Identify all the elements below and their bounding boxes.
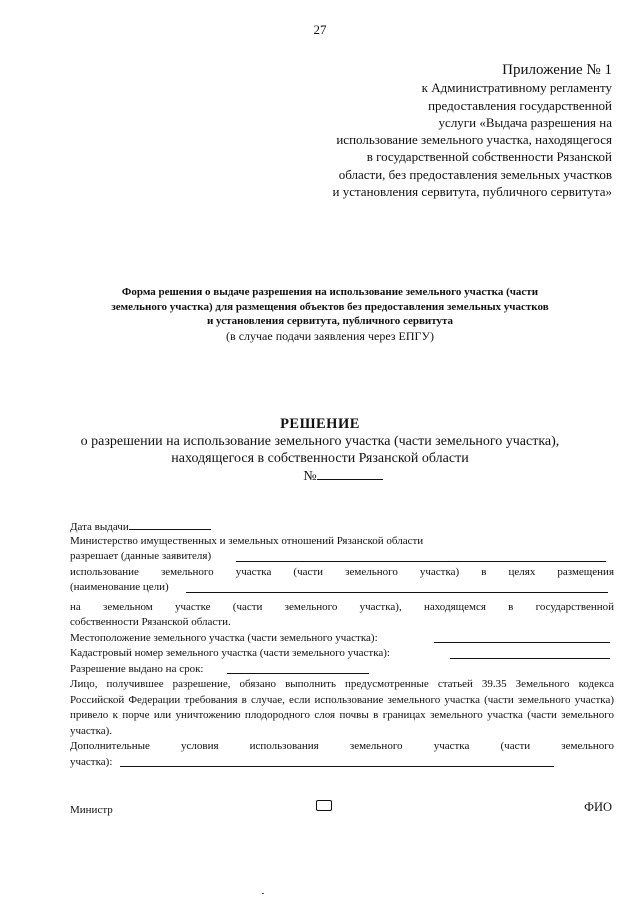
applicant-label: разрешает (данные заявителя) [70,550,212,562]
purpose-blank [186,592,608,593]
purpose-row [70,580,614,596]
location-label: Местоположение земельного участка (части земельного участка): [70,631,378,644]
form-subtitle: (в случае подачи заявления через ЕПГУ) [226,328,434,343]
obligation-text: Лицо, получившее разрешение, обязано выполнить предусмотренные статьей 39.35 Земельного кодекса Российской Федерации требования в случае, если использование земельного участка (части земельного участка) привело к порче или уничтожению плодородного слоя почвы в границах земельного участка (части земельного участка). [70,678,614,737]
scan-dot [262,893,264,894]
cadastral-label: Кадастровый номер земельного участка (части земельного участка): [70,647,390,659]
form-title [60,285,600,343]
appendix-line: предоставления государственной [428,97,612,113]
decision-line: о разрешении на использование земельного участка (части земельного участка), [80,434,560,449]
ownership-text: собственности Рязанской области. [70,616,231,628]
appendix-block [252,62,612,200]
appendix-line: и установления сервитута, публичного сервитута» [332,184,612,200]
decision-header [40,416,600,485]
signature-stamp-icon [316,800,332,811]
number-label: № [303,469,317,484]
appendix-line: в государственной собственности Рязанской [366,149,612,165]
decision-line: находящегося в собственности Рязанской области [171,451,469,466]
extra-end-row [70,755,614,771]
term-blank [227,673,369,674]
page-number: 27 [313,22,327,37]
extra-end-label: участка): [70,755,113,768]
issue-date-label: Дата выдачи [70,521,129,533]
signature-position: Министр [70,804,113,816]
term-row [70,662,614,678]
issue-date-row [70,518,614,534]
form-title-line: и установления сервитута, публичного сервитута [206,315,454,327]
appendix-line: к Административному регламенту [421,80,612,96]
purpose-label: (наименование цели) [70,581,169,593]
extra-blank [120,766,554,767]
appendix-line: использование земельного участка, находящегося [336,132,612,148]
appendix-line: области, без предоставления земельных участков [338,166,612,182]
number-blank [317,467,383,480]
issue-date-blank [129,518,211,530]
appendix-line: услуги «Выдача разрешения на [438,114,612,130]
applicant-row [70,549,614,565]
form-title-line: Форма решения о выдаче разрешения на использование земельного участка (части [121,286,539,298]
appendix-title: Приложение № 1 [502,62,612,78]
applicant-blank [236,561,606,562]
signature-name: ФИО [584,800,612,814]
ministry-row [70,534,614,550]
use-row [70,565,614,581]
obligation-row [70,677,614,739]
extra-row [70,739,614,755]
ministry-text: Министерство имущественных и земельных отношений Рязанской области [70,534,424,547]
plot-text: на земельном участке (части земельного участка), находящемся в государственной [70,600,614,613]
extra-text: Дополнительные условия использования земельного участка (части земельного [70,740,614,752]
use-text: использование земельного участка (части земельного участка) в целях размещения [70,565,614,578]
cadastral-row [70,646,614,662]
form-title-line: земельного участка) для размещения объектов без предоставления земельных участков [111,300,549,313]
term-label: Разрешение выдано на срок: [70,662,204,675]
plot-row [70,600,614,616]
ownership-row [70,615,614,631]
decision-fields [70,518,614,770]
decision-number [40,467,600,485]
decision-heading: РЕШЕНИЕ [280,416,360,432]
cadastral-blank [450,658,610,659]
location-row [70,631,614,647]
location-blank [434,642,610,643]
